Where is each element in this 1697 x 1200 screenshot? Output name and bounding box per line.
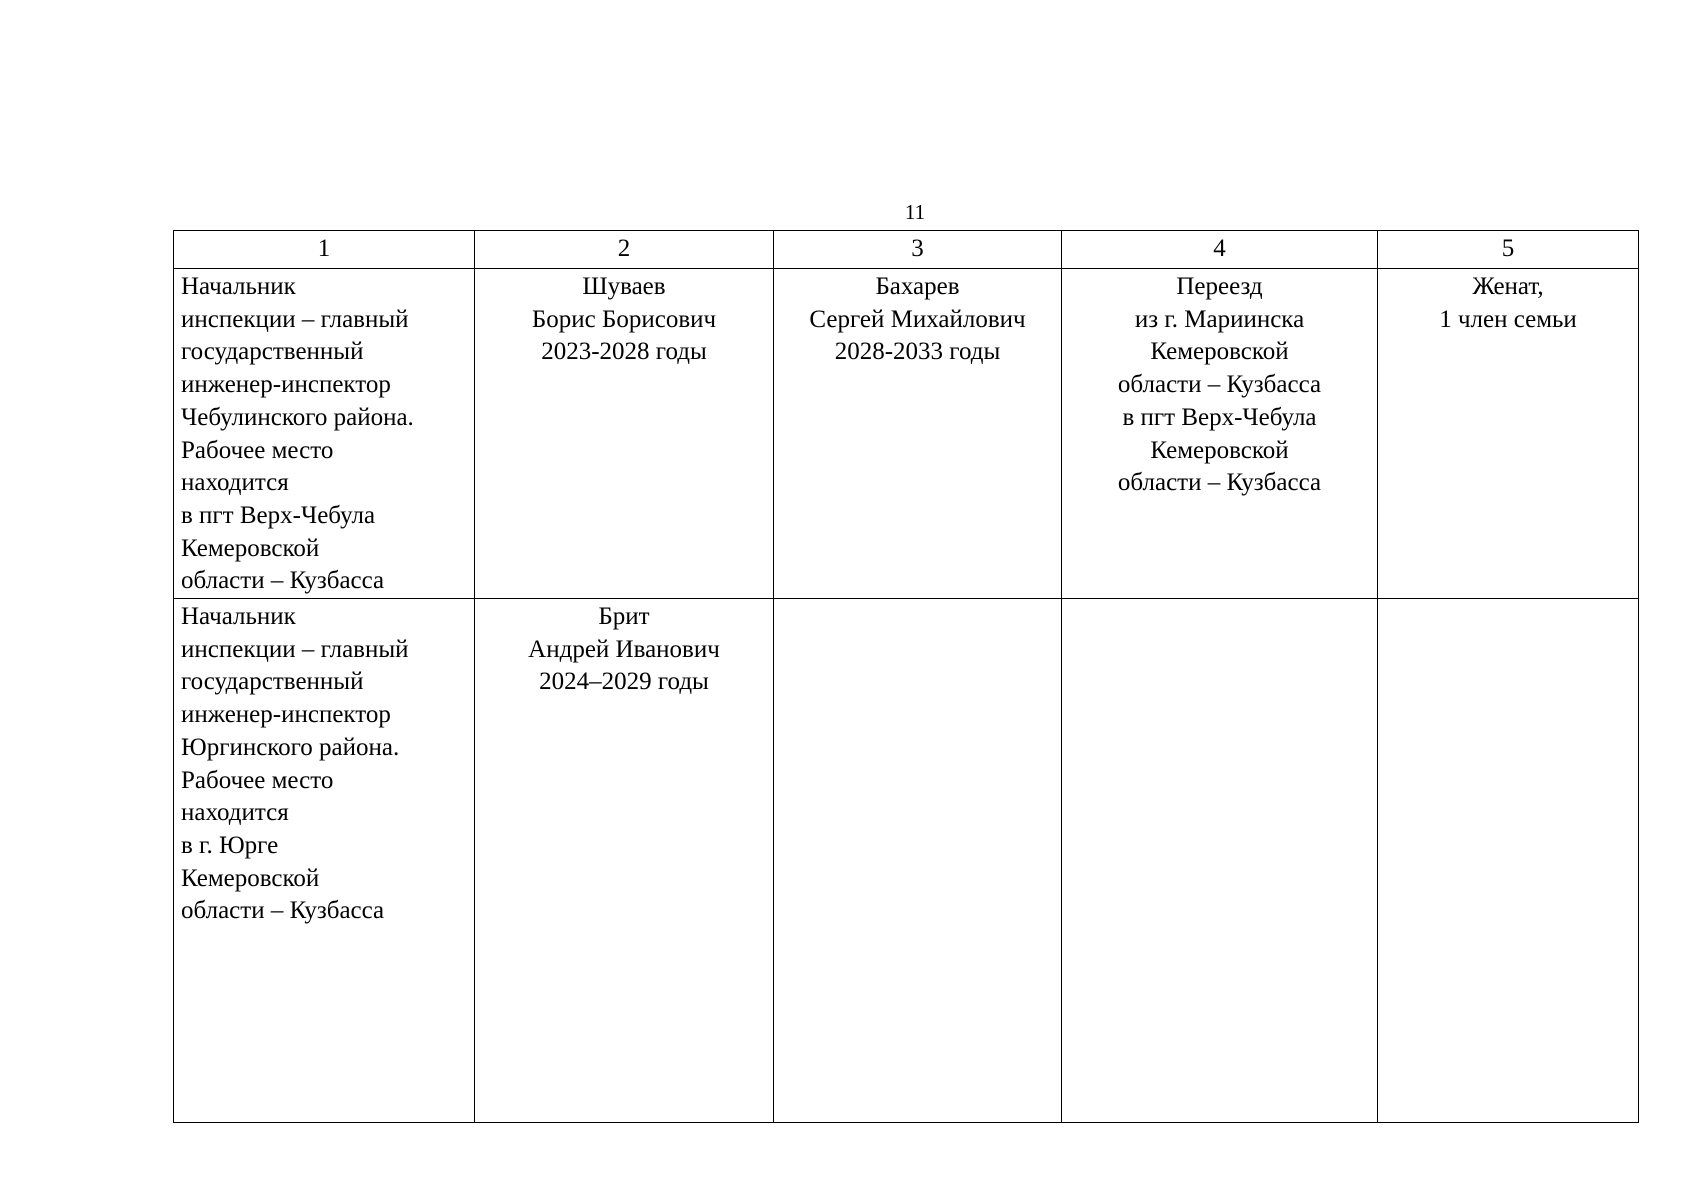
personnel-table xyxy=(173,230,1639,1123)
family-status-cell xyxy=(1378,599,1639,1123)
current-holder-cell: Шуваев Борис Борисович 2023-2028 годы xyxy=(475,269,774,599)
column-header-2: 2 xyxy=(475,231,774,269)
family-status-cell: Женат, 1 член семьи xyxy=(1378,269,1639,599)
successor-cell: Бахарев Сергей Михайлович 2028-2033 годы xyxy=(774,269,1062,599)
current-holder-cell: Брит Андрей Иванович 2024–2029 годы xyxy=(475,599,774,1123)
relocation-cell xyxy=(1062,599,1378,1123)
position-cell: Начальник инспекции – главный государственный инженер-инспектор Юргинского района. Рабочее место находится в г. Юрге Кемеровской области – Кузбасса xyxy=(174,599,475,1123)
table-row xyxy=(174,269,1639,599)
column-header-1: 1 xyxy=(174,231,475,269)
table-row xyxy=(174,599,1639,1123)
column-header-3: 3 xyxy=(774,231,1062,269)
successor-cell xyxy=(774,599,1062,1123)
page-number: 11 xyxy=(904,200,926,224)
position-cell: Начальник инспекции – главный государственный инженер-инспектор Чебулинского района. Рабочее место находится в пгт Верх-Чебула Кемеровской области – Кузбасса xyxy=(174,269,475,599)
table-header-row xyxy=(174,231,1639,269)
column-header-4: 4 xyxy=(1062,231,1378,269)
column-header-5: 5 xyxy=(1378,231,1639,269)
relocation-cell: Переезд из г. Мариинска Кемеровской области – Кузбасса в пгт Верх-Чебула Кемеровской области – Кузбасса xyxy=(1062,269,1378,599)
